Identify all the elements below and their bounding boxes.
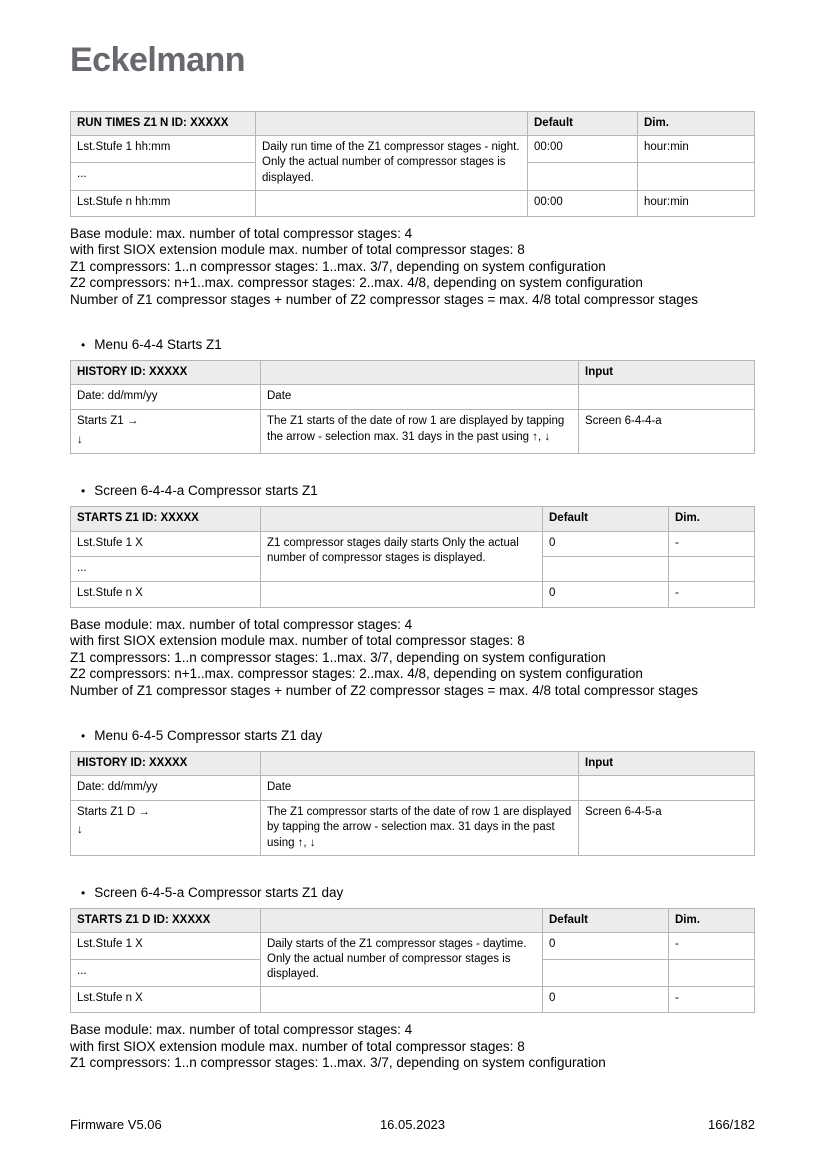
dim-cell: hour:min [638, 190, 755, 216]
dim-cell: - [669, 581, 755, 607]
param-cell: Date: dd/mm/yy [71, 776, 261, 801]
param-line-arrow-right: Starts Z1 D → [77, 806, 150, 819]
description-cell: Z1 compressor stages daily starts Only the actual number of compressor stages is displayed. [261, 531, 543, 581]
note-line: Z1 compressors: 1..n compressor stages: 1..max. 3/7, depending on system configuration [70, 258, 606, 274]
notes-paragraph [70, 226, 755, 309]
table-row [71, 410, 755, 454]
header-spacer-cell [261, 361, 579, 385]
param-cell: Lst.Stufe n hh:mm [71, 190, 256, 216]
eckelmann-logo: Eckelmann [70, 41, 246, 79]
starts-z1-table [70, 506, 755, 607]
input-cell: Screen 6-4-5-a [579, 801, 755, 856]
param-cell: ... [71, 960, 261, 987]
table-row [71, 776, 755, 801]
input-cell: Screen 6-4-4-a [579, 410, 755, 454]
column-header-dim: Dim. [669, 908, 755, 932]
column-header-input: Input [579, 361, 755, 385]
table-row [71, 190, 755, 216]
param-line-arrow-right: Starts Z1 → [77, 415, 139, 428]
column-header-default: Default [543, 908, 669, 932]
bullet-icon: • [81, 885, 86, 900]
table-header-row [71, 908, 755, 932]
header-spacer-cell [261, 507, 543, 531]
description-cell: Daily starts of the Z1 compressor stages - daytime. Only the actual number of compressor stages is displayed. [261, 932, 543, 987]
default-cell [543, 556, 669, 581]
note-line: Base module: max. number of total compressor stages: 4 [70, 616, 413, 632]
footer-page-number: 166/182 [707, 1117, 755, 1132]
default-cell: 0 [543, 531, 669, 556]
arrow-down-icon: ↓ [77, 824, 83, 837]
param-cell: Date: dd/mm/yy [71, 385, 261, 410]
table-row [71, 987, 755, 1013]
bullet-label: Menu 6-4-4 Starts Z1 [94, 337, 222, 353]
dim-cell: hour:min [638, 136, 755, 163]
table-header-row [71, 752, 755, 776]
default-cell: 00:00 [528, 136, 638, 163]
bullet-label: Screen 6-4-5-a Compressor starts Z1 day [94, 884, 344, 900]
param-cell: ... [71, 163, 256, 190]
note-line: Z1 compressors: 1..n compressor stages: 1..max. 3/7, depending on system configuration [70, 649, 606, 665]
note-line: Z2 compressors: n+1..max. compressor stages: 2..max. 4/8, depending on system configuration [70, 666, 643, 682]
note-line: Number of Z1 compressor stages + number of Z2 compressor stages = max. 4/8 total compressor stages [70, 291, 699, 307]
note-line: with first SIOX extension module max. number of total compressor stages: 8 [70, 633, 525, 649]
column-header-default: Default [528, 112, 638, 136]
table-header-row [71, 112, 755, 136]
footer-firmware-version: Firmware V5.06 [70, 1117, 162, 1132]
note-line: Base module: max. number of total compressor stages: 4 [70, 225, 413, 241]
dim-cell: - [669, 932, 755, 959]
dim-cell [638, 163, 755, 190]
default-cell: 0 [543, 987, 669, 1013]
default-cell: 0 [543, 932, 669, 959]
default-cell [543, 960, 669, 987]
description-cell: The Z1 starts of the date of row 1 are displayed by tapping the arrow - selection max. 31 days in the past using ↑, ↓ [261, 410, 579, 454]
param-cell [71, 801, 261, 856]
param-cell: Lst.Stufe 1 X [71, 531, 261, 556]
note-line: with first SIOX extension module max. number of total compressor stages: 8 [70, 242, 525, 258]
bullet-icon: • [81, 729, 86, 744]
dim-cell: - [669, 987, 755, 1013]
param-cell: Lst.Stufe 1 hh:mm [71, 136, 256, 163]
header-spacer-cell [261, 908, 543, 932]
table-title: STARTS Z1 D ID: XXXXX [71, 908, 261, 932]
table-row [71, 385, 755, 410]
param-cell: Lst.Stufe n X [71, 581, 261, 607]
description-cell-empty [256, 190, 528, 216]
bullet-screen-6-4-4-a [70, 482, 755, 500]
default-cell: 00:00 [528, 190, 638, 216]
description-cell: Daily run time of the Z1 compressor stages - night. Only the actual number of compressor stages is displayed. [256, 136, 528, 191]
description-cell: Date [261, 776, 579, 801]
bullet-label: Menu 6-4-5 Compressor starts Z1 day [94, 728, 323, 744]
column-header-dim: Dim. [638, 112, 755, 136]
dim-cell [669, 960, 755, 987]
table-title: RUN TIMES Z1 N ID: XXXXX [71, 112, 256, 136]
param-cell: Lst.Stufe 1 X [71, 932, 261, 959]
param-cell: Lst.Stufe n X [71, 987, 261, 1013]
table-row [71, 531, 755, 556]
note-line: Z1 compressors: 1..n compressor stages: 1..max. 3/7, depending on system configuration [70, 1055, 606, 1071]
arrow-down-icon: ↓ [77, 433, 83, 446]
history-645-table [70, 751, 755, 856]
param-cell: ... [71, 556, 261, 581]
description-cell-empty [261, 987, 543, 1013]
header-spacer-cell [261, 752, 579, 776]
notes-paragraph-short [70, 1022, 755, 1072]
input-cell [579, 385, 755, 410]
input-cell [579, 776, 755, 801]
starts-z1-day-table [70, 908, 755, 1014]
bullet-menu-6-4-5 [70, 727, 755, 745]
table-title: HISTORY ID: XXXXX [71, 752, 261, 776]
table-row [71, 801, 755, 856]
note-line: Base module: max. number of total compressor stages: 4 [70, 1022, 413, 1038]
default-cell [528, 163, 638, 190]
note-line: Z2 compressors: n+1..max. compressor stages: 2..max. 4/8, depending on system configuration [70, 275, 643, 291]
notes-paragraph [70, 617, 755, 700]
dim-cell [669, 556, 755, 581]
history-644-table [70, 360, 755, 454]
bullet-icon: • [81, 484, 86, 499]
description-cell-empty [261, 581, 543, 607]
description-cell: The Z1 compressor starts of the date of row 1 are displayed by tapping the arrow - selection max. 31 days in the past using ↑, ↓ [261, 801, 579, 856]
header-spacer-cell [256, 112, 528, 136]
note-line: with first SIOX extension module max. number of total compressor stages: 8 [70, 1038, 525, 1054]
note-line: Number of Z1 compressor stages + number of Z2 compressor stages = max. 4/8 total compressor stages [70, 682, 699, 698]
table-title: HISTORY ID: XXXXX [71, 361, 261, 385]
bullet-menu-6-4-4 [70, 336, 755, 354]
table-row [71, 581, 755, 607]
bullet-icon: • [81, 338, 86, 353]
page-content [70, 0, 755, 1072]
column-header-input: Input [579, 752, 755, 776]
bullet-label: Screen 6-4-4-a Compressor starts Z1 [94, 483, 318, 499]
table-header-row [71, 361, 755, 385]
table-row [71, 932, 755, 959]
table-row [71, 136, 755, 163]
param-cell [71, 410, 261, 454]
run-times-z1n-table [70, 111, 755, 217]
column-header-dim: Dim. [669, 507, 755, 531]
dim-cell: - [669, 531, 755, 556]
column-header-default: Default [543, 507, 669, 531]
table-title: STARTS Z1 ID: XXXXX [71, 507, 261, 531]
page-footer [70, 1117, 755, 1132]
table-header-row [71, 507, 755, 531]
description-cell: Date [261, 385, 579, 410]
footer-date: 16.05.2023 [379, 1117, 446, 1132]
bullet-screen-6-4-5-a [70, 884, 755, 902]
default-cell: 0 [543, 581, 669, 607]
